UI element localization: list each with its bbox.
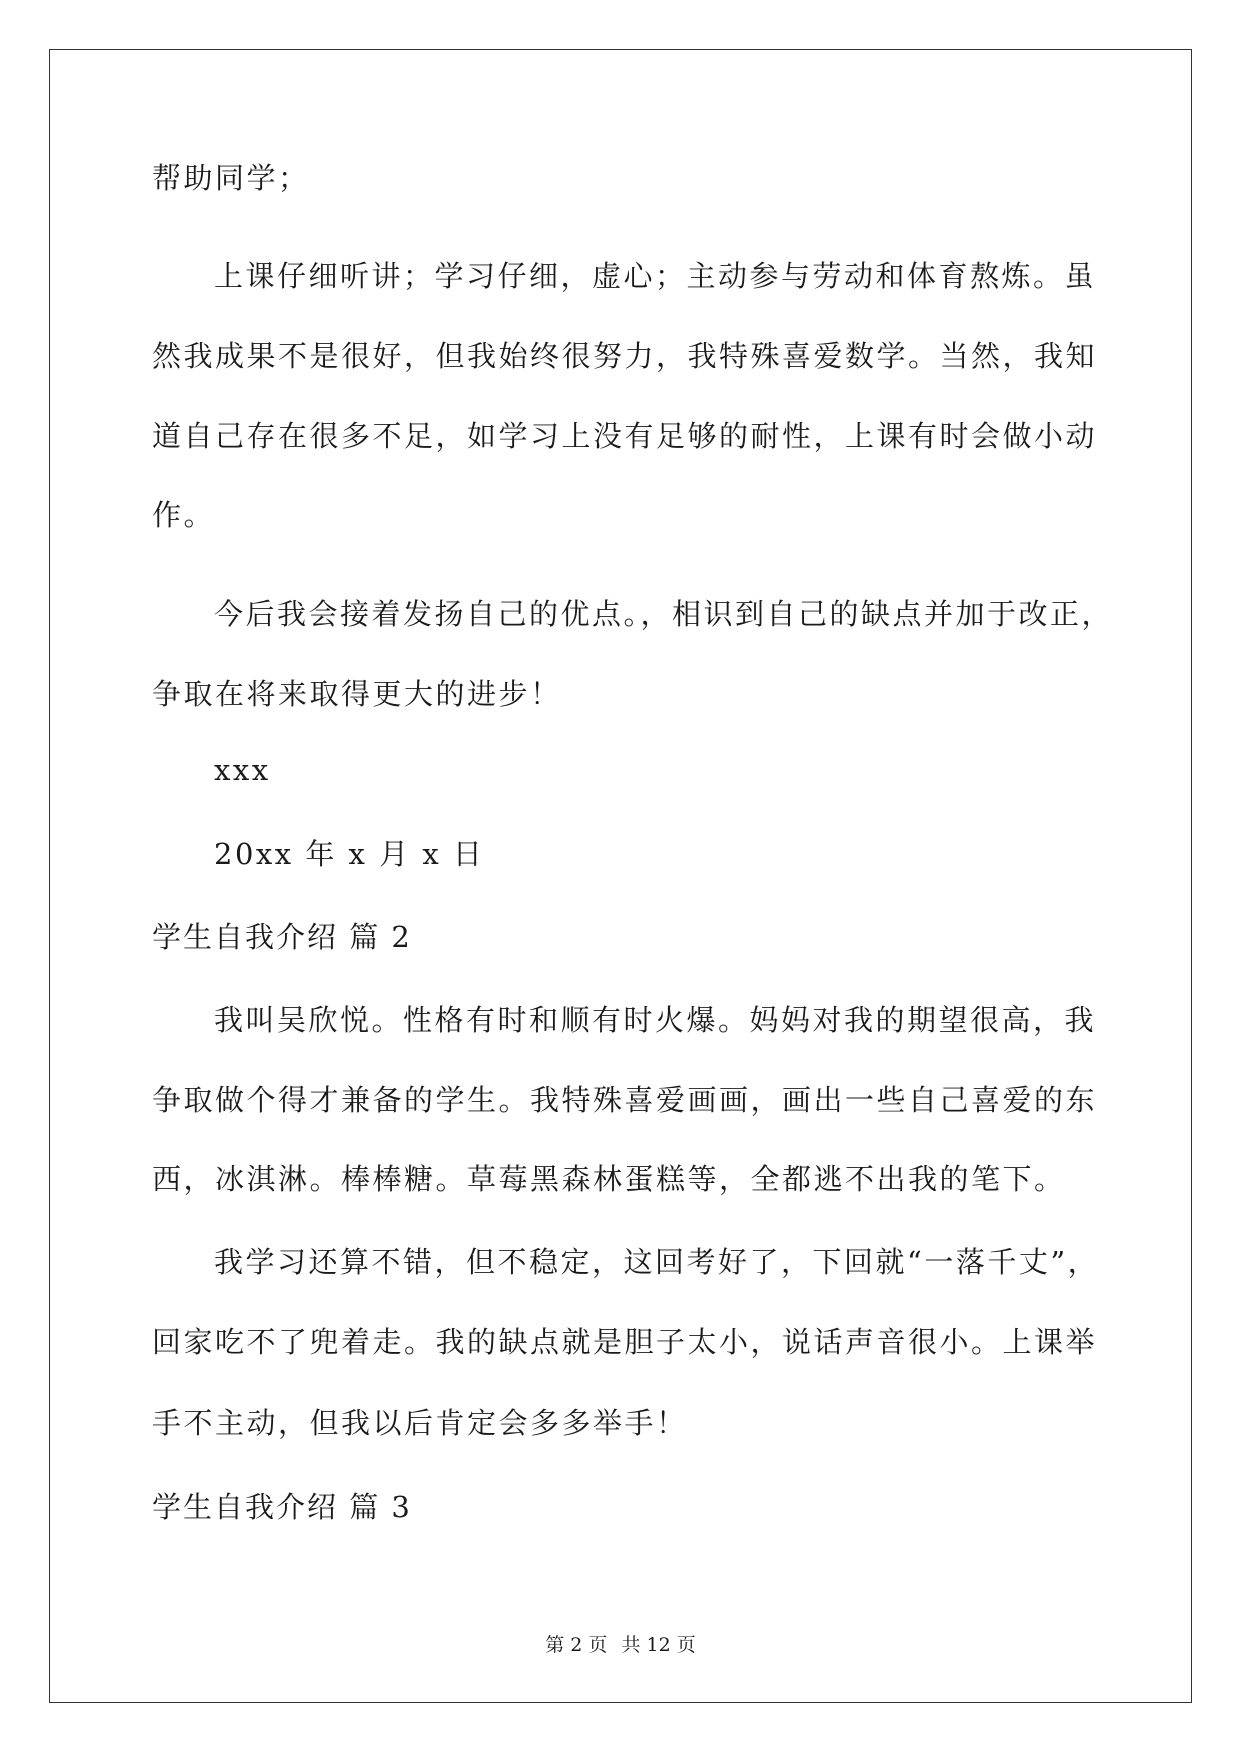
text-line: 道自己存在很多不足，如学习上没有足够的耐性，上课有时会做小动 xyxy=(152,419,1098,453)
text-line: 回家吃不了兜着走。我的缺点就是胆子太小，说话声音很小。上课举 xyxy=(152,1325,1098,1359)
section-heading: 学生自我介绍 篇 2 xyxy=(152,920,412,954)
page-footer xyxy=(0,1633,1241,1657)
text-line: 然我成果不是很好，但我始终很努力，我特殊喜爱数学。当然，我知 xyxy=(152,339,1098,373)
paragraph-first-line: 今后我会接着发扬自己的优点。，相识到自己的缺点并加于改正， xyxy=(214,597,1114,631)
signature-date: 20xx 年 x 月 x 日 xyxy=(214,837,485,871)
paragraph-first-line: 上课仔细听讲；学习仔细，虚心；主动参与劳动和体育熬炼。虽 xyxy=(214,259,1097,293)
page-border xyxy=(49,49,1192,1703)
text-line: 帮助同学； xyxy=(152,161,310,195)
signature-name: xxx xyxy=(214,753,271,787)
text-line: 手不主动，但我以后肯定会多多举手！ xyxy=(152,1406,688,1440)
current-page-label: 第 2 页 xyxy=(545,1634,608,1656)
total-pages-label: 共 12 页 xyxy=(621,1634,696,1656)
paragraph-first-line: 我叫吴欣悦。性格有时和顺有时火爆。妈妈对我的期望很高，我 xyxy=(214,1003,1097,1037)
text-line: 争取在将来取得更大的进步！ xyxy=(152,677,562,711)
text-line: 争取做个得才兼备的学生。我特殊喜爱画画，画出一些自己喜爱的东 xyxy=(152,1083,1098,1117)
paragraph-first-line: 我学习还算不错，但不稳定，这回考好了，下回就“一落千丈”， xyxy=(214,1245,1100,1279)
text-line: 作。 xyxy=(152,498,216,532)
section-heading: 学生自我介绍 篇 3 xyxy=(152,1490,412,1524)
text-line: 西，冰淇淋。棒棒糖。草莓黑森林蛋糕等，全都逃不出我的笔下。 xyxy=(152,1162,1066,1196)
